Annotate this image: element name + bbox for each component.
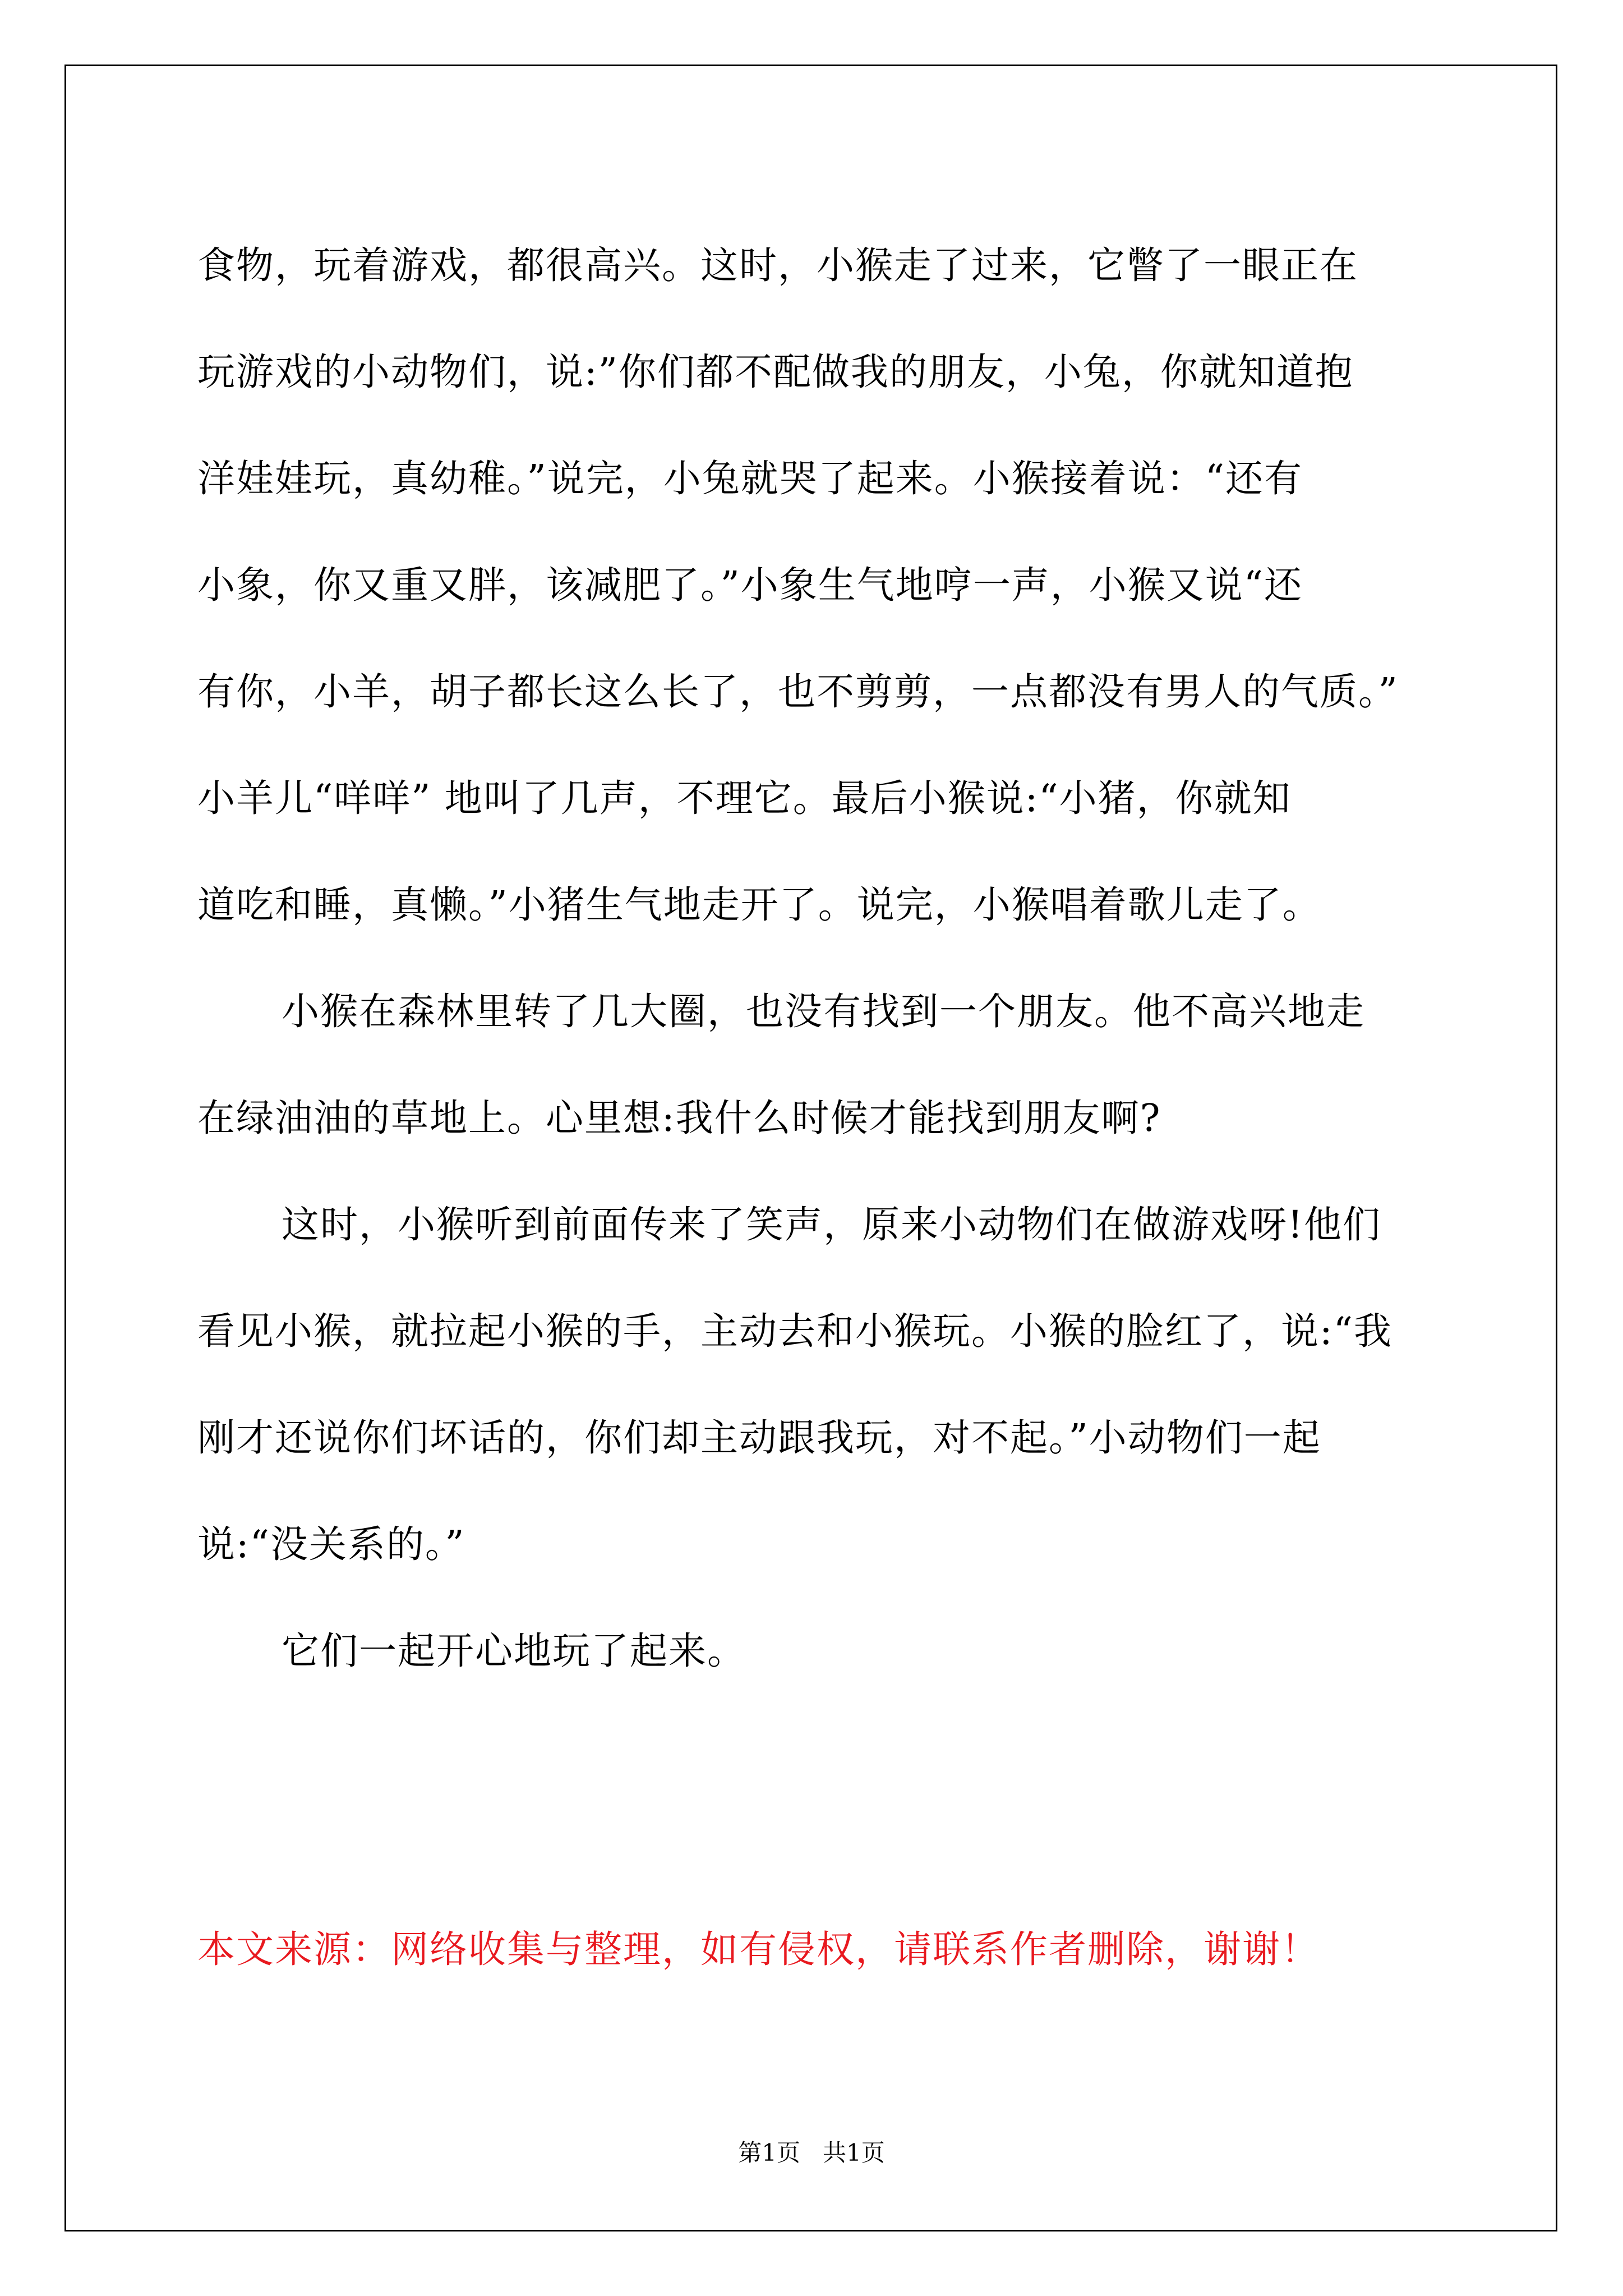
body-line: 食物，玩着游戏，都很高兴。这时，小猴走了过来，它瞥了一眼正在 bbox=[197, 243, 1358, 287]
body-line: 道吃和睡，真懒。”小猪生气地走开了。说完，小猴唱着歌儿走了。 bbox=[197, 883, 1321, 927]
body-line: 洋娃娃玩，真幼稚。”说完，小兔就哭了起来。小猴接着说：“还有 bbox=[197, 457, 1303, 500]
document-body bbox=[197, 212, 1454, 1704]
paragraph-first-line: 这时，小猴听到前面传来了笑声，原来小动物们在做游戏呀!他们 bbox=[282, 1203, 1381, 1246]
body-line: 玩游戏的小动物们，说:”你们都不配做我的朋友，小兔，你就知道抱 bbox=[197, 350, 1354, 394]
body-line: 小羊儿“咩咩” 地叫了几声，不理它。最后小猴说:“小猪，你就知 bbox=[197, 776, 1292, 820]
body-line: 有你，小羊，胡子都长这么长了，也不剪剪，一点都没有男人的气质。” bbox=[197, 670, 1399, 714]
body-line: 刚才还说你们坏话的，你们却主动跟我玩，对不起。”小动物们一起 bbox=[197, 1416, 1321, 1460]
body-line: 小象，你又重又胖，该减肥了。”小象生气地哼一声，小猴又说“还 bbox=[197, 563, 1303, 607]
body-line: 说:“没关系的。” bbox=[197, 1522, 465, 1566]
source-disclaimer: 本文来源：网络收集与整理，如有侵权，请联系作者删除，谢谢！ bbox=[197, 1927, 1320, 1971]
body-line: 看见小猴，就拉起小猴的手，主动去和小猴玩。小猴的脸红了，说:“我 bbox=[197, 1309, 1393, 1353]
paragraph-first-line: 小猴在森林里转了几大圈，也没有找到一个朋友。他不高兴地走 bbox=[282, 990, 1365, 1033]
page-number-footer: 第1页 共1页 bbox=[738, 2139, 885, 2166]
body-line: 在绿油油的草地上。心里想:我什么时候才能找到朋友啊? bbox=[197, 1096, 1161, 1140]
paragraph-first-line: 它们一起开心地玩了起来。 bbox=[282, 1629, 746, 1673]
